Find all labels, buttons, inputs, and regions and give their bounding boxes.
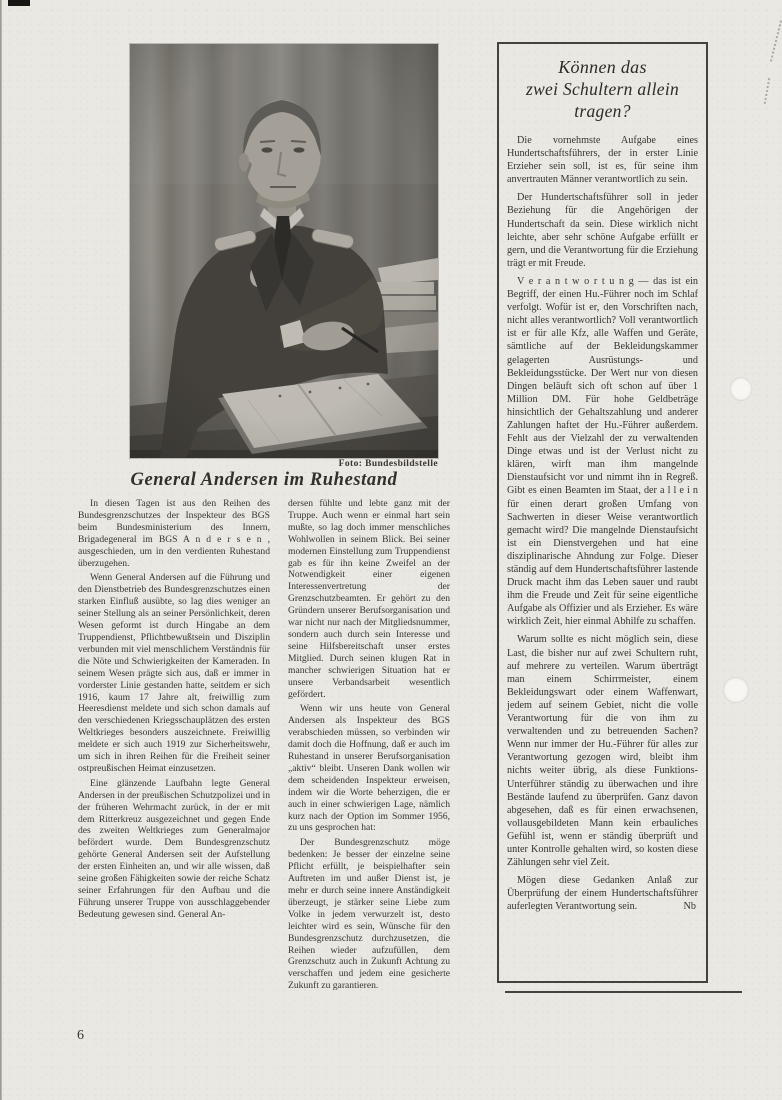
general-andersen-photo	[130, 44, 438, 458]
scan-dotted-artifact	[764, 78, 770, 104]
registration-mark	[8, 0, 30, 6]
horizontal-rule	[505, 991, 742, 993]
scan-edge-artifact	[0, 0, 2, 1100]
paragraph: Warum sollte es nicht möglich sein, diese Last, die bisher nur auf zwei Schultern ruht, auf mehrere zu verteilen. Warum überträgt man einem Schirrmeister, einem Bekleidungswart oder einem Waffenwart, jedem auf seinem Gebiet, nicht die volle Verantwortung für die von ihm zu verwaltenden und zu betreuenden Sachen? Wenn nur immer der Hu.-Führer für alles zur Verantwortung gezogen wird, bleibt ihm nichts weiter übrig, als diese Funktions-Unterführer ständig zu überwachen und ihre Bestände laufend zu überprüfen. Ganz davon abgesehen, daß es für einen erwachsenen, vollausgebildeten Mann kein erbauliches Gefühl ist, wenn er ständig überprüft und unter Kontrolle gehalten wird, so kosten diese Zählungen sehr viel Zeit.	[507, 634, 698, 869]
paragraph: V e r a n t w o r t u n g — das ist ein Begriff, der einen Hu.-Führer noch im Schlaf verfolgt. Wofür ist er, den Vorschriften nach, nicht alles verantwortlich? Voll verantwortlich ist er für alle Kfz, alle Waffen und Geräte, sämtliche auf der Bekleidungskammer gelagerten Ausrüstungs- und Bekleidungsstücke. Der Wert nur von diesen Dingen beläuft sich oft schon auf über 1 Million DM. Für hohe Geldbeträge hinsichtlich der Gehaltszahlung und anderer Zahlungen haftet der Hu.-Führer außerdem. Fehlt aus der Vielzahl der zu verwaltenden Dinge etwas und ist der Verlust nicht zu klären, wirft man ihm mangelnde Dienstaufsicht vor und nimmt ihn in Regreß. Gibt es einen Beamten im Staat, der a l l e i n für einen derart großen Umfang von Sachwerten in dieser Weise verantwortlich gemacht wird? Die mangelnde Dienstaufsicht ist ein Dienstvergehen und hat eine disziplinarische Ahndung zur Folge. Dieser ständig auf dem Hundertschaftsführer lastende Druck macht ihm das Leben sauer und raubt ihm die Freude und Zeit für seine eigentliche Aufgabe als Offizier und als Erzieher. Es wäre wirklich Zeit, hier einmal Abhilfe zu schaffen.	[507, 275, 698, 628]
author-initials: Nb	[683, 901, 696, 913]
paragraph: Eine glänzende Laufbahn legte General Andersen in der preußischen Schutzpolizei und in der früheren Wehrmacht zurück, in der er mit dem Ritterkreuz ausgezeichnet und gegen Ende des zweiten Weltkrieges zum Generalmajor befördert wurde. Dem Bundesgrenzschutz gehörte General Andersen seit der Aufstellung der ersten Einheiten an, und wir alle wissen, daß seine großen Fähigkeiten sowie der reiche Schatz seiner Erfahrungen für den Aufbau und die Führung unserer Truppe von ausschlaggebender Bedeutung gewesen sind. General An-	[78, 777, 270, 920]
paragraph: Die vornehmste Aufgabe eines Hundertschaftsführers, der in erster Linie Erzieher sein soll, ist es, für seine ihm anvertrauten Männer verantwortlich zu sein.	[507, 135, 698, 186]
paragraph: In diesen Tagen ist aus den Reihen des Bundesgrenzschutzes der Inspekteur des BGS beim Bundesministerium des Innern, Brigadegeneral im BGS A n d e r s e n , ausgeschieden, um in den verdienten Ruhestand überzugehen.	[78, 498, 270, 569]
paragraph: Der Bundesgrenzschutz möge bedenken: Je besser der einzelne seine Pflicht erfüllt, je beispielhafter sein Auftreten im und außer Dienst ist, je mehr er durch seine innere Anständigkeit überzeugt, je stärker seine Liebe zum Volke in jedem verwurzelt ist, desto leichter wird es sein, Wünsche für den Bundesgrenzschutz durchzusetzen, die Reihen wieder aufzufüllen, dem Grenzschutz auch in Zukunft Achtung zu verschaffen und jedem eine gesicherte Zukunft zu garantieren.	[288, 837, 450, 992]
closing-paragraph	[507, 874, 698, 913]
title-line-1: Können das	[558, 57, 647, 77]
scan-dotted-artifact	[770, 20, 782, 61]
photo-caption: Foto: Bundesbildstelle	[338, 459, 438, 469]
page-number: 6	[77, 1028, 84, 1043]
main-article-column-2	[288, 498, 450, 1032]
boxed-editorial-title	[507, 56, 698, 122]
main-article-column-1	[78, 498, 270, 1032]
paragraph: Wenn wir uns heute von General Andersen als Inspekteur des BGS verabschieden müssen, so verbinden wir damit doch die Hoffnung, daß er auch im Ruhestand in unserer Berufsorganisation „aktiv“ bleibt. Unseren Dank wollen wir dem scheidenden Inspekteur erweisen, indem wir die Worte beherzigen, die er auch in einer schwierigen Lage, nämlich kurz nach der Option im Sommer 1956, zu uns gesprochen hat:	[288, 703, 450, 834]
main-article-body	[78, 498, 450, 1032]
closing-text: Mögen diese Gedanken Anlaß zur Überprüfung der einem Hundertschaftsführer auferlegten Verantwortung sein.	[507, 875, 698, 913]
boxed-editorial	[497, 42, 708, 983]
paragraph: dersen fühlte und lebte ganz mit der Truppe. Auch wenn er einmal hart sein mußte, so lag doch immer menschliches Wohlwollen in seinem Blick. Bei seiner modernen Einstellung zum Truppendienst gab es für ihn keine Zweifel an der Notwendigkeit einer eigenen Interessenvertretung der Grenzschutzbeamten. Er gehört zu den Gründern unserer Berufsorganisation und war nicht nur nach der Mitgliedsnummer, sondern auch durch sein Interesse und seine Hilfsbereitschaft unser erstes Mitglied. Durch seinen klugen Rat in mancher schwierigen Situation hat er unsere Verbandsarbeit wesentlich gefördert.	[288, 498, 450, 700]
title-line-2: zwei Schultern allein tragen?	[525, 79, 680, 121]
paragraph: Wenn General Andersen auf die Führung und den Dienstbetrieb des Bundesgrenzschutzes einen starken Einfluß ausübte, so lag dies weniger an seiner Stellung als an seiner Persönlichkeit, deren Wesen geformt ist durch Hingabe an dem Truppendienst, Pflichtbewußtsein und Disziplin verbunden mit viel menschlichem Verständnis für die Nöte und Schwierigkeiten der Kameraden. In seinem Wesen prägte sich aus, daß er immer in vorderster Linie gestanden hatte, seitdem er sich 1916, kaum 17 Jahre alt, freiwillig zum Heeresdienst meldete und sich schon damals auf den verschiedenen Kriegsschauplätzen des ersten Weltkrieges besonders auszeichnete. Freiwillig meldete er sich auch 1919 zur Sicherheitswehr, um sich in ihren Reihen für die Freiheit seiner ostpreußischen Heimat einzusetzen.	[78, 572, 270, 774]
punch-hole-artifact	[730, 377, 752, 401]
paragraph: Der Hundertschaftsführer soll in jeder Beziehung für die Angehörigen der Hundertschaft da sein. Diese wirklich nicht leichte, aber sehr schöne Aufgabe erfüllt er gern, und die Verantwortung für die Erziehung trägt er mit Freude.	[507, 192, 698, 269]
boxed-editorial-body	[507, 134, 698, 913]
main-article-headline: General Andersen im Ruhestand	[130, 470, 398, 490]
punch-hole-artifact	[723, 677, 749, 703]
